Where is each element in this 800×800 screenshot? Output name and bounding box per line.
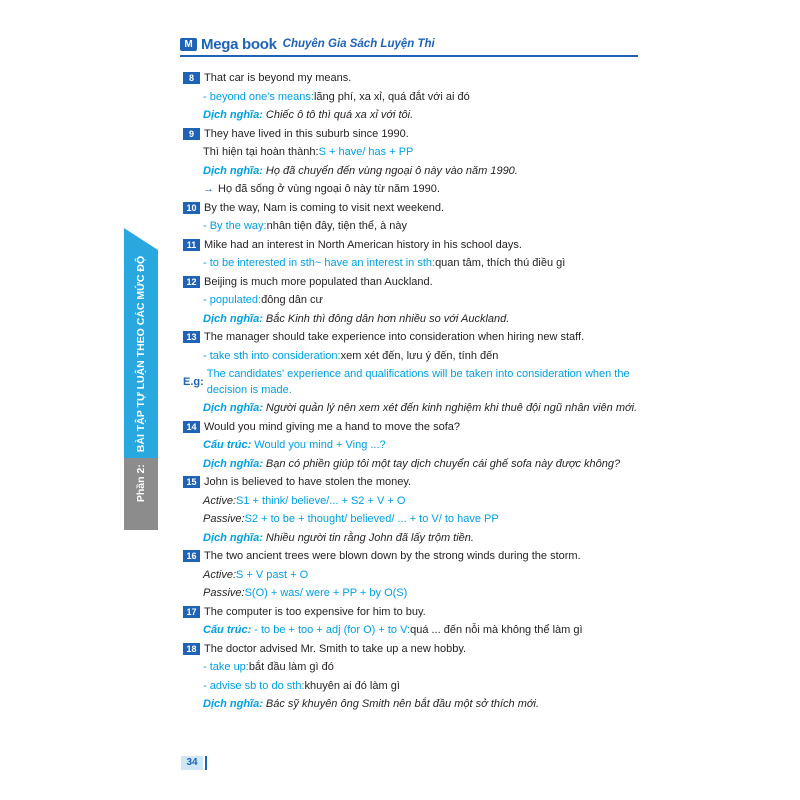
side-tab-label [135,256,147,502]
item-sentence: The computer is too expensive for him to buy. [204,605,426,618]
item-number: 8 [183,72,200,84]
translation-text: Chiếc ô tô thì quá xa xỉ với tôi. [265,109,414,121]
item-sentence: That car is beyond my means. [204,72,352,84]
passive-label: Passive: [203,513,245,525]
active-formula: S + V past + O [236,568,309,581]
vocab-meaning: xem xét đến, lưu ý đến, tính đến [340,349,499,362]
exercise-item-9 [183,125,643,199]
translation-label: Dịch nghĩa: [203,402,263,414]
exercise-item-13 [183,328,643,418]
side-tab-part: Phần 2: [135,464,147,503]
item-sentence: Mike had an interest in North American history in his school days. [204,238,522,251]
item-number: 16 [183,550,200,562]
translation-label: Dịch nghĩa: [203,457,263,470]
arrow-right-icon: → [203,183,214,195]
passive-formula: S2 + to be + thought/ believed/ ... + to V/ to have PP [244,513,499,525]
vocab-term: - to be interested in sth~ have an interest in sth: [203,257,436,269]
exercise-item-15 [183,473,643,547]
megabook-logo-icon: M [180,38,197,51]
item-sentence: By the way, Nam is coming to visit next weekend. [204,201,445,214]
vocab-term: - take sth into consideration: [203,349,341,362]
example-label: E.g: [183,376,204,388]
translation-label: Dịch nghĩa: [203,164,263,177]
structure-formula: - to be + too + adj (for O) + to V: [254,624,411,636]
item-sentence: The two ancient trees were blown down by the strong winds during the storm. [204,550,581,562]
vocab-meaning: đông dân cư [261,294,323,306]
item-sentence: The manager should take experience into consideration when hiring new staff. [204,331,585,343]
header-rule [180,55,638,57]
translation-text: Bắc Kinh thì đông dân hơn nhiều so với Auckland. [265,312,510,325]
vocab-term: - By the way: [203,220,267,232]
example-text: The candidates' experience and qualifications will be taken into consideration when the decision is made. [206,368,630,396]
translation-label: Dịch nghĩa: [203,698,263,710]
exercise-item-11 [183,236,643,273]
page-number [181,756,207,770]
item-sentence: They have lived in this suburb since 1990. [204,127,409,140]
structure-meaning: quá ... đến nỗi mà không thể làm gì [410,624,583,636]
vocab-term: - take up: [203,661,249,673]
vocab-term: - advise sb to do sth: [203,679,305,692]
passive-label: Passive: [203,587,245,599]
exercise-item-18 [183,640,643,714]
page-number-value: 34 [181,756,203,770]
item-number: 13 [183,331,200,343]
example-block [183,365,643,399]
exercise-item-8 [183,69,643,125]
vocab-meaning: bắt đầu làm gì đó [248,661,334,673]
translation-text: Bác sỹ khuyên ông Smith nên bắt đầu một sở thích mới. [265,698,540,710]
item-sentence: Beijing is much more populated than Auckland. [204,275,433,288]
vocab-term: - beyond one's means: [203,90,314,103]
item-number: 17 [183,606,200,618]
grammar-formula: S + have/ has + PP [318,146,414,158]
side-tab-title: BÀI TẬP TỰ LUẬN THEO CÁC MỨC ĐỘ [135,255,147,453]
exercise-item-12 [183,273,643,329]
item-number: 18 [183,643,200,655]
item-sentence: John is believed to have stolen the money. [204,476,412,488]
translation-text: Bạn có phiền giúp tôi một tay dịch chuyển cái ghế sofa này được không? [265,457,621,470]
structure-formula: Would you mind + Ving ...? [254,439,386,451]
item-sentence: The doctor advised Mr. Smith to take up a new hobby. [204,642,467,655]
item-number: 14 [183,421,200,433]
item-number: 11 [183,239,200,251]
translation-text: Nhiều người tin rằng John đã lấy trộm tiền. [265,531,474,544]
page-header [180,34,435,54]
page-number-bar [205,756,207,770]
structure-label: Cấu trúc: [203,624,252,636]
translation-label: Dịch nghĩa: [203,109,263,121]
grammar-label: Thì hiện tại hoàn thành: [203,146,319,158]
vocab-term: - populated: [203,294,262,306]
exercise-item-14 [183,418,643,474]
translation-text: Người quản lý nên xem xét đến kinh nghiệm khi thuê đội ngũ nhân viên mới. [265,402,638,414]
passive-formula: S(O) + was/ were + PP + by O(S) [244,587,408,599]
vocab-meaning: quan tâm, thích thú điều gì [435,257,566,269]
structure-label: Cấu trúc: [203,439,252,451]
active-label: Active: [203,568,237,581]
brand-name: Mega book [201,35,277,53]
exercise-item-10 [183,199,643,236]
item-number: 9 [183,128,200,140]
translation-text: Họ đã chuyển đến vùng ngoại ô này vào năm 1990. [265,164,518,177]
translation-label: Dịch nghĩa: [203,312,263,325]
item-sentence: Would you mind giving me a hand to move the sofa? [204,420,461,433]
exercise-list [183,69,643,714]
brand-tagline: Chuyên Gia Sách Luyện Thi [282,38,435,50]
item-number: 12 [183,276,200,288]
vocab-meaning: nhân tiện đây, tiện thể, à này [266,220,408,232]
active-label: Active: [203,494,237,507]
item-number: 10 [183,202,200,214]
rewrite-text: Họ đã sống ở vùng ngoại ô này từ năm 1990. [218,183,440,195]
vocab-meaning: lãng phí, xa xỉ, quá đắt với ai đó [313,90,470,103]
exercise-item-16 [183,547,643,603]
vocab-meaning: khuyên ai đó làm gì [304,679,400,692]
item-number: 15 [183,476,200,488]
active-formula: S1 + think/ believe/... + S2 + V + O [236,494,406,507]
exercise-item-17 [183,603,643,640]
translation-label: Dịch nghĩa: [203,531,263,544]
